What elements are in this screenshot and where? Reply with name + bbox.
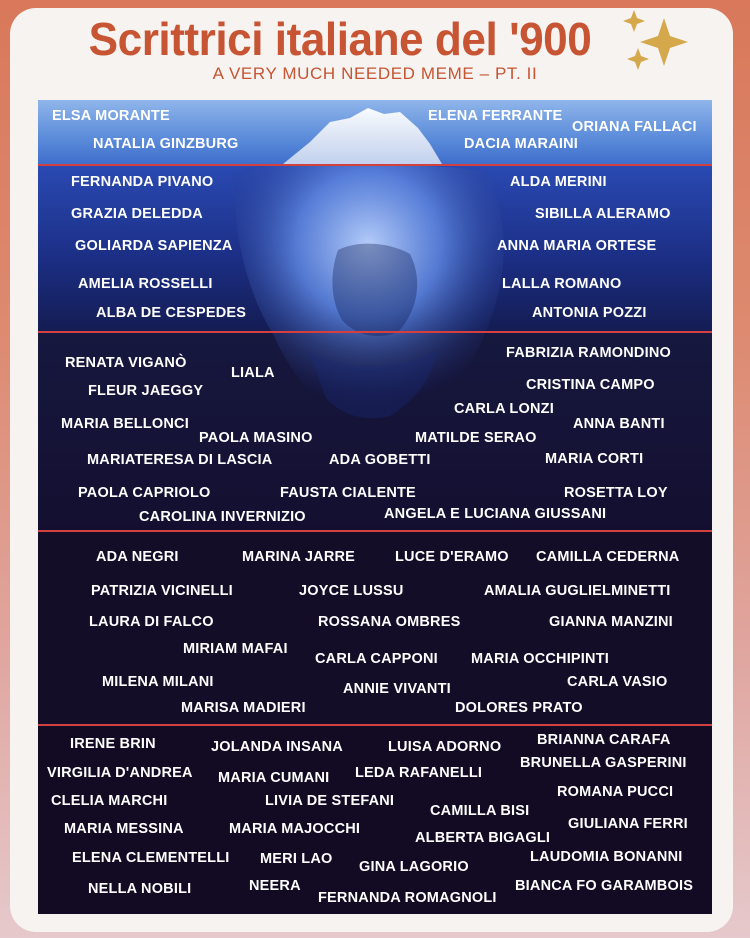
layer-divider bbox=[38, 331, 712, 333]
writer-name: MARIATERESA DI LASCIA bbox=[87, 452, 273, 468]
writer-name: LALLA ROMANO bbox=[502, 276, 622, 292]
writer-name: JOLANDA INSANA bbox=[211, 739, 343, 755]
writer-name: IRENE BRIN bbox=[70, 736, 156, 752]
layer-divider bbox=[38, 530, 712, 532]
writer-name: ELENA CLEMENTELLI bbox=[72, 850, 230, 866]
writer-name: MARIA CUMANI bbox=[218, 770, 330, 786]
writer-name: FAUSTA CIALENTE bbox=[280, 485, 416, 501]
writer-name: RENATA VIGANÒ bbox=[65, 355, 187, 371]
writer-name: MARISA MADIERI bbox=[181, 700, 306, 716]
writer-name: ANGELA E LUCIANA GIUSSANI bbox=[384, 506, 607, 522]
writer-name: MARIA BELLONCI bbox=[61, 416, 189, 432]
writer-name: CARLA VASIO bbox=[567, 674, 668, 690]
writer-name: LIALA bbox=[231, 365, 275, 381]
writer-name: CLELIA MARCHI bbox=[51, 793, 168, 809]
writer-name: JOYCE LUSSU bbox=[299, 583, 404, 599]
writer-name: GINA LAGORIO bbox=[359, 859, 469, 875]
writer-name: ADA GOBETTI bbox=[329, 452, 431, 468]
writer-name: PATRIZIA VICINELLI bbox=[91, 583, 233, 599]
writer-name: MERI LAO bbox=[260, 851, 333, 867]
writer-name: ROSSANA OMBRES bbox=[318, 614, 461, 630]
writer-name: ADA NEGRI bbox=[96, 549, 179, 565]
iceberg-panel bbox=[38, 100, 712, 914]
writer-name: CARLA CAPPONI bbox=[315, 651, 438, 667]
writer-name: ELSA MORANTE bbox=[52, 108, 170, 124]
writer-name: ELENA FERRANTE bbox=[428, 108, 563, 124]
writer-name: SIBILLA ALERAMO bbox=[535, 206, 671, 222]
writer-name: AMELIA ROSSELLI bbox=[78, 276, 213, 292]
writer-name: LUCE D'ERAMO bbox=[395, 549, 509, 565]
writer-name: NATALIA GINZBURG bbox=[93, 136, 239, 152]
writer-name: ANNA BANTI bbox=[573, 416, 665, 432]
writer-name: LAUDOMIA BONANNI bbox=[530, 849, 683, 865]
writer-name: MARIA MESSINA bbox=[64, 821, 184, 837]
writer-name: LAURA DI FALCO bbox=[89, 614, 214, 630]
writer-name: MARIA CORTI bbox=[545, 451, 644, 467]
writer-name: LEDA RAFANELLI bbox=[355, 765, 483, 781]
layer-divider bbox=[38, 164, 712, 166]
writer-name: BRIANNA CARAFA bbox=[537, 732, 671, 748]
writer-name: VIRGILIA D'ANDREA bbox=[47, 765, 193, 781]
writer-name: MARINA JARRE bbox=[242, 549, 356, 565]
writer-name: MATILDE SERAO bbox=[415, 430, 537, 446]
writer-name: ALBA DE CESPEDES bbox=[96, 305, 247, 321]
writer-name: ALBERTA BIGAGLI bbox=[415, 830, 551, 846]
writer-name: ROSETTA LOY bbox=[564, 485, 668, 501]
writer-name: AMALIA GUGLIELMINETTI bbox=[484, 583, 671, 599]
writer-name: PAOLA MASINO bbox=[199, 430, 313, 446]
writer-name: CAMILLA BISI bbox=[430, 803, 530, 819]
writer-name: NEERA bbox=[249, 878, 301, 894]
writer-name: CARLA LONZI bbox=[454, 401, 554, 417]
writer-name: MARIA OCCHIPINTI bbox=[471, 651, 609, 667]
writer-name: CAMILLA CEDERNA bbox=[536, 549, 680, 565]
writer-name: BIANCA FO GARAMBOIS bbox=[515, 878, 694, 894]
writer-name: PAOLA CAPRIOLO bbox=[78, 485, 211, 501]
writer-name: FLEUR JAEGGY bbox=[88, 383, 204, 399]
writer-name: CAROLINA INVERNIZIO bbox=[139, 509, 306, 525]
writer-name: ANTONIA POZZI bbox=[532, 305, 647, 321]
writer-name: GOLIARDA SAPIENZA bbox=[75, 238, 233, 254]
writer-name: GIANNA MANZINI bbox=[549, 614, 673, 630]
writer-name: ROMANA PUCCI bbox=[557, 784, 674, 800]
writer-name: GIULIANA FERRI bbox=[568, 816, 688, 832]
writer-name: MARIA MAJOCCHI bbox=[229, 821, 361, 837]
page-subtitle: A VERY MUCH NEEDED MEME – PT. II bbox=[212, 64, 538, 83]
layer-divider bbox=[38, 724, 712, 726]
writer-name: GRAZIA DELEDDA bbox=[71, 206, 203, 222]
writer-name: FERNANDA PIVANO bbox=[71, 174, 214, 190]
writer-name: LIVIA DE STEFANI bbox=[265, 793, 395, 809]
writer-name: ANNIE VIVANTI bbox=[343, 681, 451, 697]
writer-name: ALDA MERINI bbox=[510, 174, 607, 190]
page-title: Scrittrici italiane del '900 bbox=[88, 13, 592, 65]
writer-name: DOLORES PRATO bbox=[455, 700, 583, 716]
writer-name: DACIA MARAINI bbox=[464, 136, 579, 152]
writer-name: ANNA MARIA ORTESE bbox=[497, 238, 657, 254]
writer-name: CRISTINA CAMPO bbox=[526, 377, 655, 393]
writer-name: FERNANDA ROMAGNOLI bbox=[318, 890, 497, 906]
writer-name: FABRIZIA RAMONDINO bbox=[506, 345, 671, 361]
writer-name: ORIANA FALLACI bbox=[572, 119, 697, 135]
writer-name: MILENA MILANI bbox=[102, 674, 214, 690]
writer-name: LUISA ADORNO bbox=[388, 739, 502, 755]
writer-name: BRUNELLA GASPERINI bbox=[520, 755, 687, 771]
writer-name: MIRIAM MAFAI bbox=[183, 641, 288, 657]
writer-name: NELLA NOBILI bbox=[88, 881, 192, 897]
